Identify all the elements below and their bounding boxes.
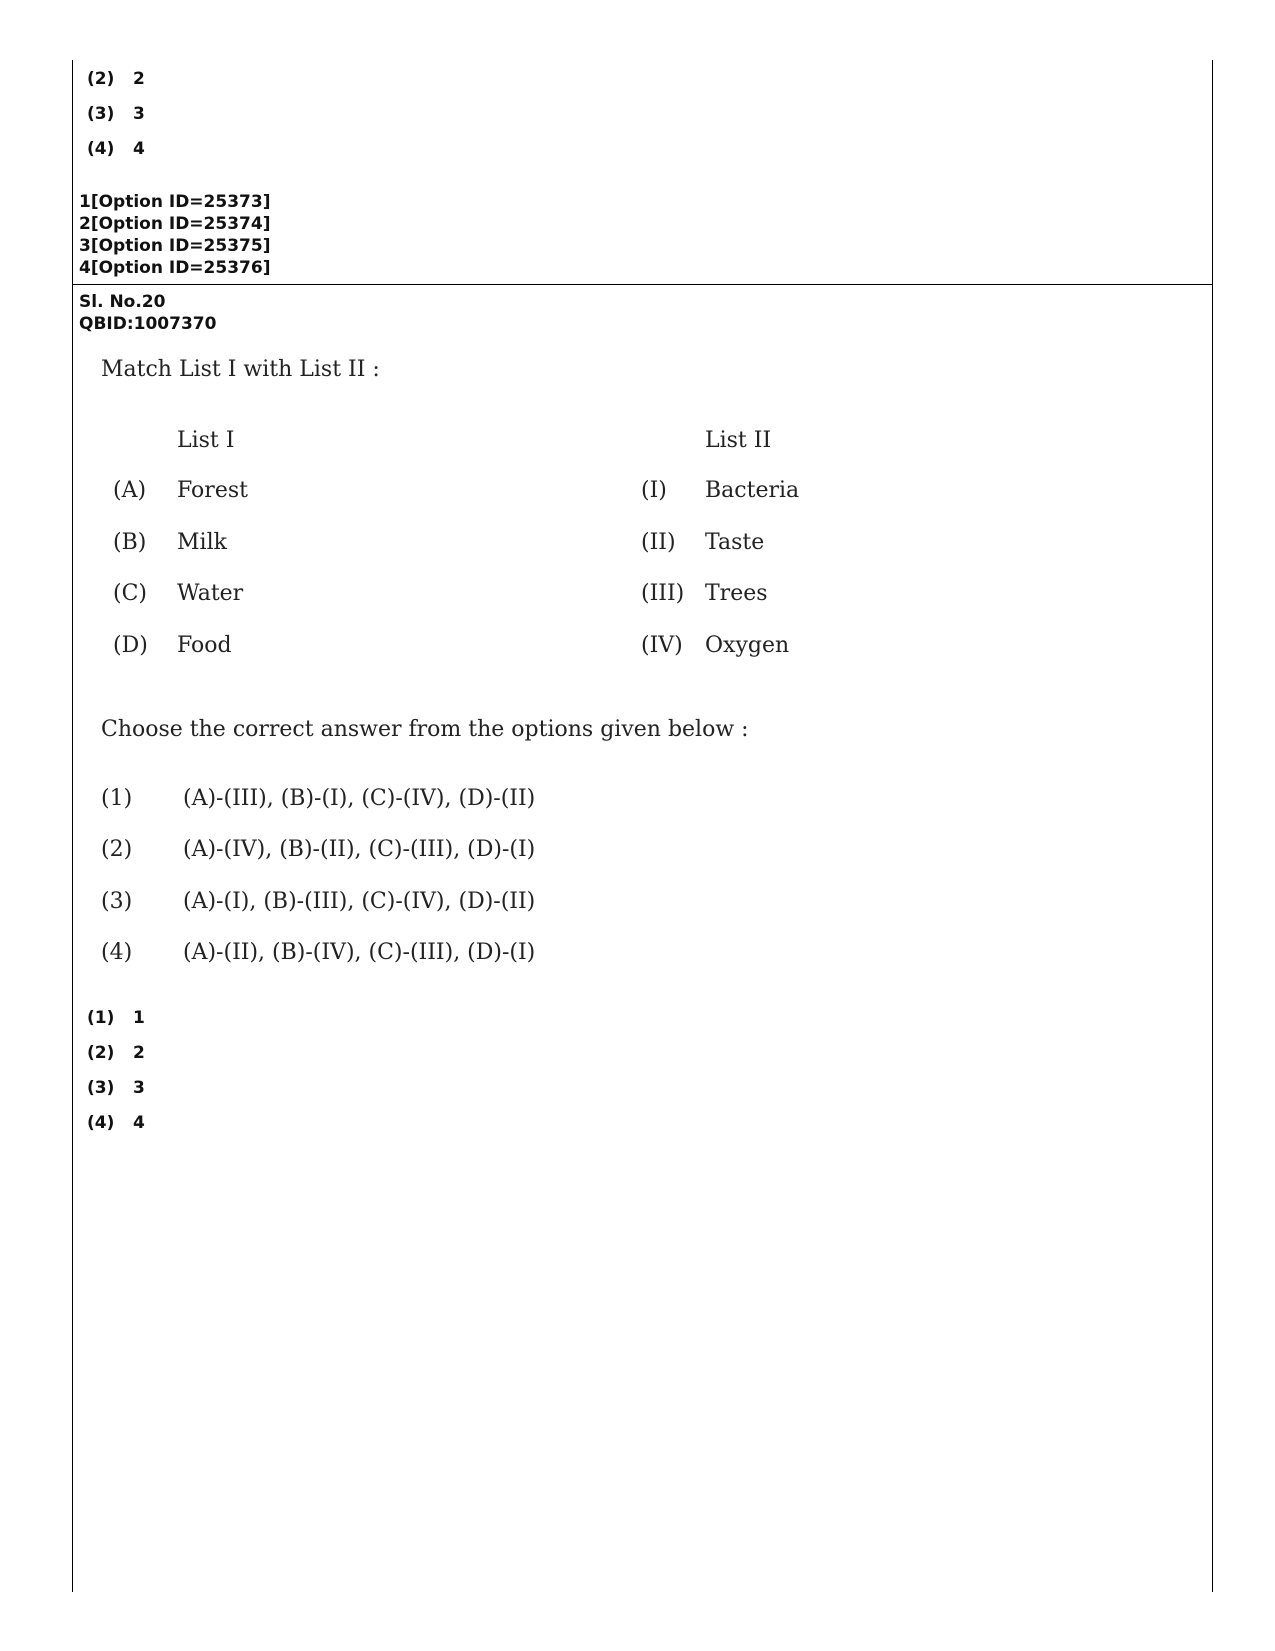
answer-number: (4) [87, 1113, 115, 1133]
answer-value: 3 [133, 1078, 145, 1098]
list-2-label: (IV) [641, 633, 683, 658]
question-meta [79, 291, 216, 335]
option-number: (1) [101, 786, 133, 811]
instruction-text: Choose the correct answer from the options given below : [101, 717, 749, 742]
option-id: 1[Option ID=25373] [79, 192, 271, 212]
answer-choice[interactable] [87, 68, 145, 103]
page-border-left [72, 60, 73, 1592]
answer-value: 2 [133, 1043, 145, 1063]
answer-choice[interactable] [87, 1042, 145, 1077]
answer-value: 2 [133, 69, 145, 89]
question-bank-id: QBID:1007370 [79, 314, 217, 334]
list-2-item: Bacteria [705, 478, 800, 503]
list-2-header: List II [705, 428, 772, 453]
option-number: (4) [101, 940, 133, 965]
list-2-label: (II) [641, 530, 676, 555]
option-number: (2) [101, 837, 133, 862]
option-id: 3[Option ID=25375] [79, 236, 271, 256]
answer-choice[interactable] [87, 1112, 145, 1147]
option-text: (A)-(IV), (B)-(II), (C)-(III), (D)-(I) [183, 837, 536, 862]
answer-choice[interactable] [87, 1007, 145, 1042]
list-1-item: Milk [177, 530, 227, 555]
answer-choice[interactable] [87, 103, 145, 138]
option-id: 4[Option ID=25376] [79, 258, 271, 278]
option-text: (A)-(III), (B)-(I), (C)-(IV), (D)-(II) [183, 786, 536, 811]
option-number: (3) [101, 889, 133, 914]
list-2-item: Oxygen [705, 633, 790, 658]
list-1-header: List I [177, 428, 235, 453]
previous-answer-list [87, 68, 145, 173]
list-1-label: (A) [113, 478, 147, 503]
answer-number: (4) [87, 139, 115, 159]
question-stem: Match List I with List II : [101, 357, 380, 382]
answer-number: (2) [87, 69, 115, 89]
list-1-label: (B) [113, 530, 147, 555]
list-1-label: (D) [113, 633, 148, 658]
answer-choice[interactable] [87, 138, 145, 173]
answer-value: 1 [133, 1008, 145, 1028]
option-id: 2[Option ID=25374] [79, 214, 271, 234]
answer-value: 4 [133, 1113, 145, 1133]
answer-list [87, 1007, 145, 1147]
answer-choice[interactable] [87, 1077, 145, 1112]
list-2-item: Trees [705, 581, 768, 606]
option-text: (A)-(I), (B)-(III), (C)-(IV), (D)-(II) [183, 889, 536, 914]
list-1-item: Water [177, 581, 244, 606]
list-1-label: (C) [113, 581, 147, 606]
list-2-item: Taste [705, 530, 765, 555]
question-divider [72, 284, 1213, 285]
list-1-item: Food [177, 633, 232, 658]
list-2-label: (III) [641, 581, 685, 606]
list-2-label: (I) [641, 478, 667, 503]
answer-value: 3 [133, 104, 145, 124]
option-text: (A)-(II), (B)-(IV), (C)-(III), (D)-(I) [183, 940, 536, 965]
answer-number: (1) [87, 1008, 115, 1028]
answer-number: (3) [87, 104, 115, 124]
list-1-item: Forest [177, 478, 248, 503]
page-border-right [1212, 60, 1213, 1592]
answer-value: 4 [133, 139, 145, 159]
answer-number: (2) [87, 1043, 115, 1063]
option-id-list [79, 191, 270, 279]
serial-number: Sl. No.20 [79, 292, 166, 312]
answer-number: (3) [87, 1078, 115, 1098]
